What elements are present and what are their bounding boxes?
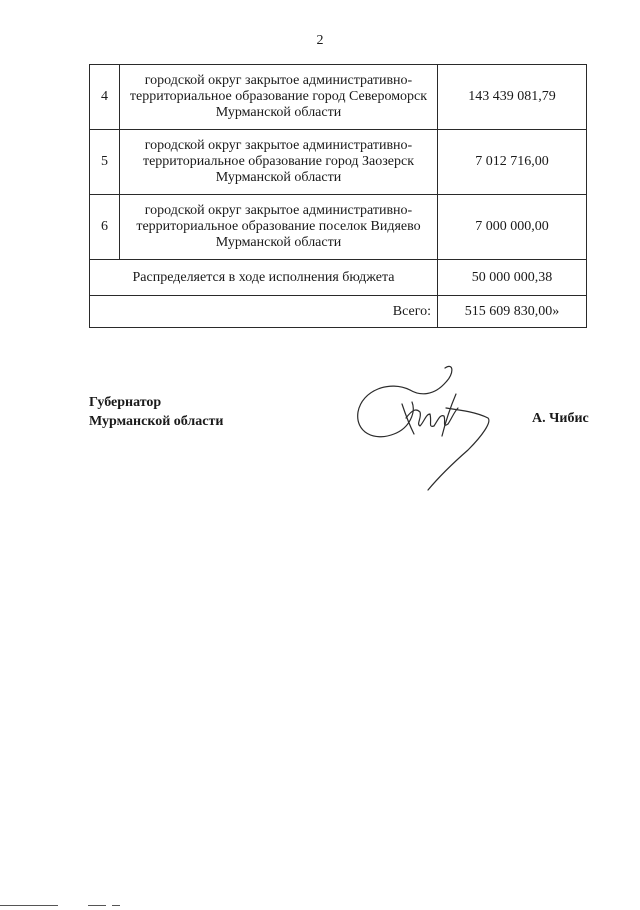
row-number: 4 — [90, 65, 120, 130]
allocation-amount: 143 439 081,79 — [438, 65, 587, 130]
distributed-amount: 50 000 000,38 — [438, 260, 587, 296]
distributed-row — [90, 260, 587, 296]
signatory-title-line2: Мурманской области — [89, 414, 224, 429]
signatory-title — [89, 393, 223, 431]
row-number: 6 — [90, 195, 120, 260]
total-amount: 515 609 830,00» — [438, 296, 587, 328]
municipality-name: городской округ закрытое административно-территориальное образование город Североморск Мурманской области — [120, 65, 438, 130]
footer-rule — [112, 905, 120, 906]
municipality-name: городской округ закрытое административно-территориальное образование поселок Видяево Мурманской области — [120, 195, 438, 260]
page-number: 2 — [316, 33, 324, 48]
total-row — [90, 296, 587, 328]
table-row — [90, 130, 587, 195]
municipality-name: городской округ закрытое административно-территориальное образование город Заозерск Мурманской области — [120, 130, 438, 195]
row-number: 5 — [90, 130, 120, 195]
total-label: Всего: — [90, 296, 438, 328]
signatory-name: А. Чибис — [532, 411, 589, 426]
table-row — [90, 65, 587, 130]
table-row — [90, 195, 587, 260]
allocation-amount: 7 012 716,00 — [438, 130, 587, 195]
footer-rule — [0, 905, 58, 906]
signatory-title-line1: Губернатор — [89, 395, 162, 410]
allocation-amount: 7 000 000,00 — [438, 195, 587, 260]
budget-allocation-table — [89, 64, 587, 328]
handwritten-signature — [350, 360, 500, 495]
footer-rule — [88, 905, 106, 906]
distributed-label: Распределяется в ходе исполнения бюджета — [90, 260, 438, 296]
